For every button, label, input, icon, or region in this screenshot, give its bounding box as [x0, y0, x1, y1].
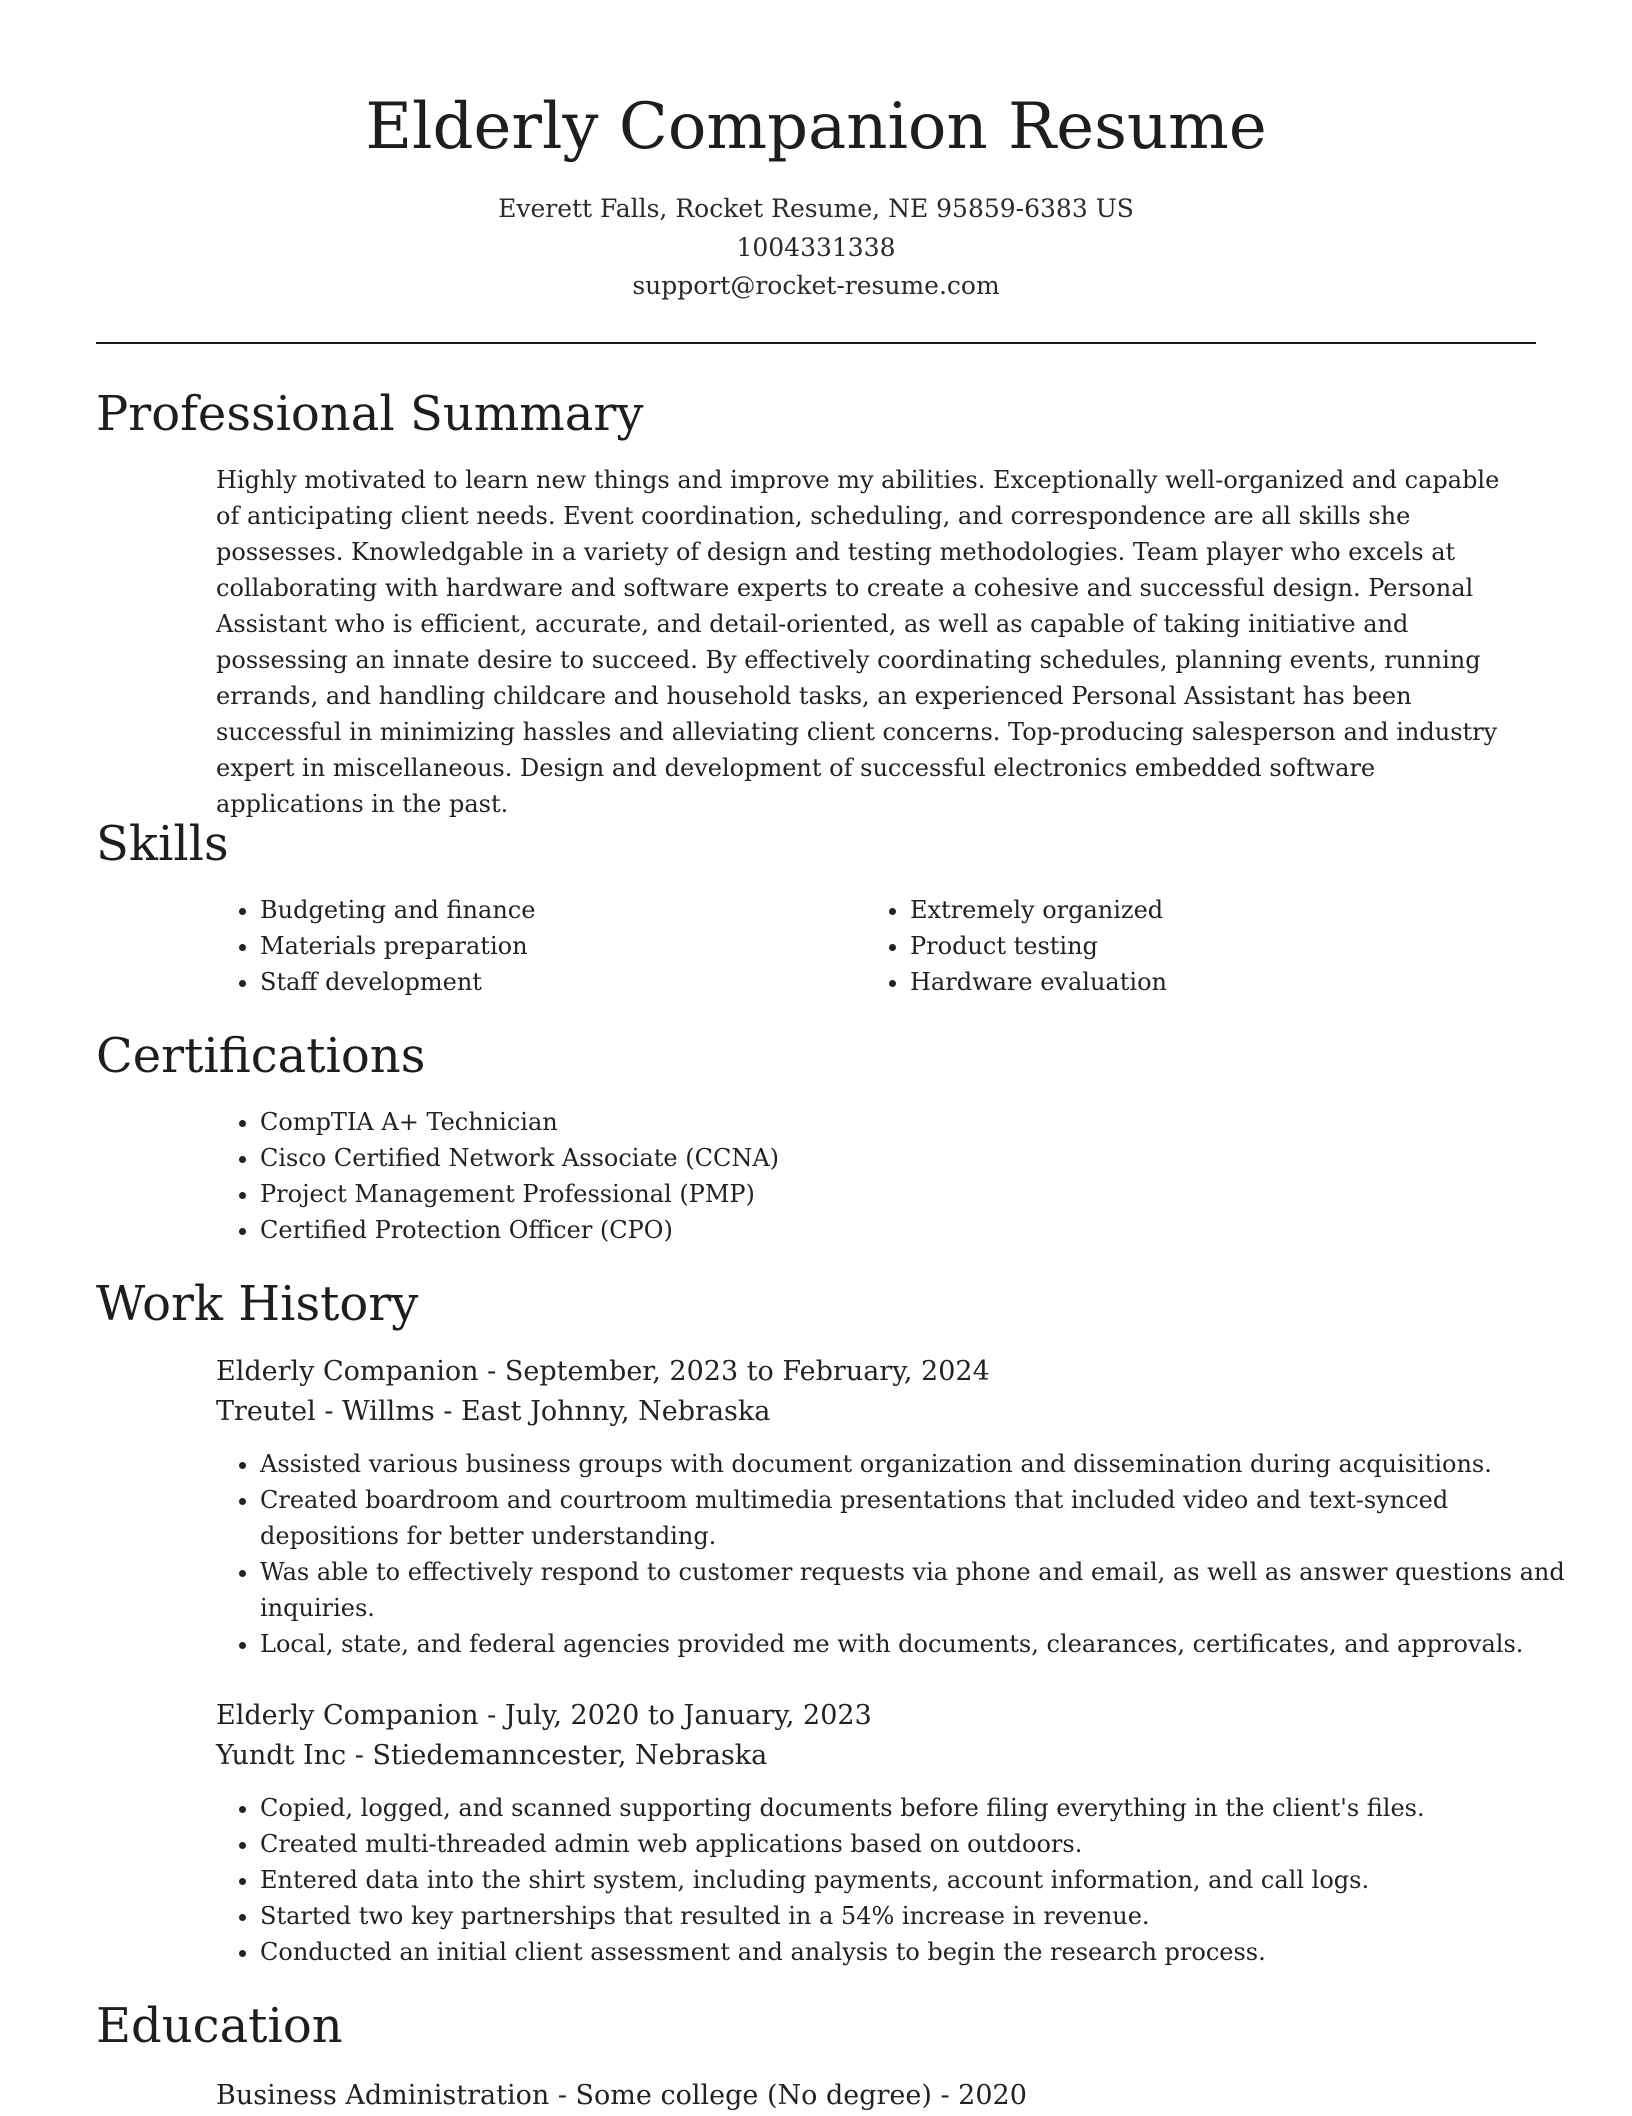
job-duties-list — [216, 1790, 1572, 1970]
list-item: • Cisco Certified Network Associate (CCNA) — [260, 1140, 1530, 1176]
job-company-line — [216, 1736, 767, 1776]
job-company: Treutel - Willms — [216, 1396, 435, 1427]
list-item: • Product testing — [910, 928, 1510, 964]
job-title-line — [216, 1352, 990, 1392]
list-item: • Conducted an initial client assessment and analysis to begin the research process. — [260, 1934, 1572, 1970]
list-item: • Budgeting and finance — [260, 892, 820, 928]
list-item: • Started two key partnerships that resulted in a 54% increase in revenue. — [260, 1898, 1572, 1934]
list-item: • Local, state, and federal agencies provided me with documents, clearances, certificates, and approvals. — [260, 1626, 1572, 1662]
summary-heading: Professional Summary — [96, 386, 644, 442]
job-location: - East Johnny, Nebraska — [434, 1396, 771, 1427]
header-divider — [96, 342, 1536, 344]
education-entry: Business Administration - Some college (No degree) - 2020 — [216, 2080, 1027, 2111]
list-item: • Extremely organized — [910, 892, 1510, 928]
education-heading: Education — [96, 1998, 343, 2054]
list-item: • Entered data into the shirt system, including payments, account information, and call logs. — [260, 1862, 1572, 1898]
contact-phone: 1004331338 — [736, 233, 896, 262]
list-item: • Created multi-threaded admin web applications based on outdoors. — [260, 1826, 1572, 1862]
skills-heading: Skills — [96, 816, 229, 872]
list-item: • Materials preparation — [260, 928, 820, 964]
list-item: • CompTIA A+ Technician — [260, 1104, 1530, 1140]
list-item: • Was able to effectively respond to customer requests via phone and email, as well as answer questions and inquiries. — [260, 1554, 1572, 1626]
certifications-list — [216, 1104, 1530, 1248]
job-duties-list — [216, 1446, 1572, 1662]
list-item: • Created boardroom and courtroom multimedia presentations that included video and text-synced depositions for better understanding. — [260, 1482, 1572, 1554]
skills-list-right — [866, 892, 1510, 1000]
job-dates: - September, 2023 to February, 2024 — [478, 1356, 990, 1387]
contact-email: support@rocket-resume.com — [632, 271, 1000, 300]
list-item: • Project Management Professional (PMP) — [260, 1176, 1530, 1212]
work-history-heading: Work History — [96, 1276, 419, 1332]
job-title: Elderly Companion — [216, 1356, 479, 1387]
list-item: • Staff development — [260, 964, 820, 1000]
job-title: Elderly Companion — [216, 1700, 479, 1731]
summary-text: Highly motivated to learn new things and improve my abilities. Exceptionally well-organized and capable of anticipating client needs. Event coordination, scheduling, and correspondence are all skills she possesses. Knowledgable in a variety of design and testing methodologies. Team player who excels at collaborating with hardware and software experts to create a cohesive and successful design. Personal Assistant who is efficient, accurate, and detail-oriented, as well as capable of taking initiative and possessing an innate desire to succeed. By effectively coordinating schedules, planning events, running errands, and handling childcare and household tasks, an experienced Personal Assistant has been successful in minimizing hassles and alleviating client concerns. Top-producing salesperson and industry expert in miscellaneous. Design and development of successful electronics embedded software applications in the past. — [216, 466, 1500, 818]
resume-title: Elderly Companion Resume — [365, 90, 1267, 164]
list-item: • Copied, logged, and scanned supporting documents before filing everything in the client's files. — [260, 1790, 1572, 1826]
job-company-line — [216, 1392, 770, 1432]
list-item: • Hardware evaluation — [910, 964, 1510, 1000]
contact-address: Everett Falls, Rocket Resume, NE 95859-6383 US — [498, 194, 1134, 223]
job-company: Yundt Inc — [216, 1740, 347, 1771]
job-dates: - July, 2020 to January, 2023 — [478, 1700, 872, 1731]
certifications-heading: Certifications — [96, 1028, 426, 1084]
list-item: • Assisted various business groups with document organization and dissemination during acquisitions. — [260, 1446, 1572, 1482]
job-location: - Stiedemanncester, Nebraska — [346, 1740, 768, 1771]
job-title-line — [216, 1696, 872, 1736]
skills-list-left — [216, 892, 820, 1000]
list-item: • Certified Protection Officer (CPO) — [260, 1212, 1530, 1248]
